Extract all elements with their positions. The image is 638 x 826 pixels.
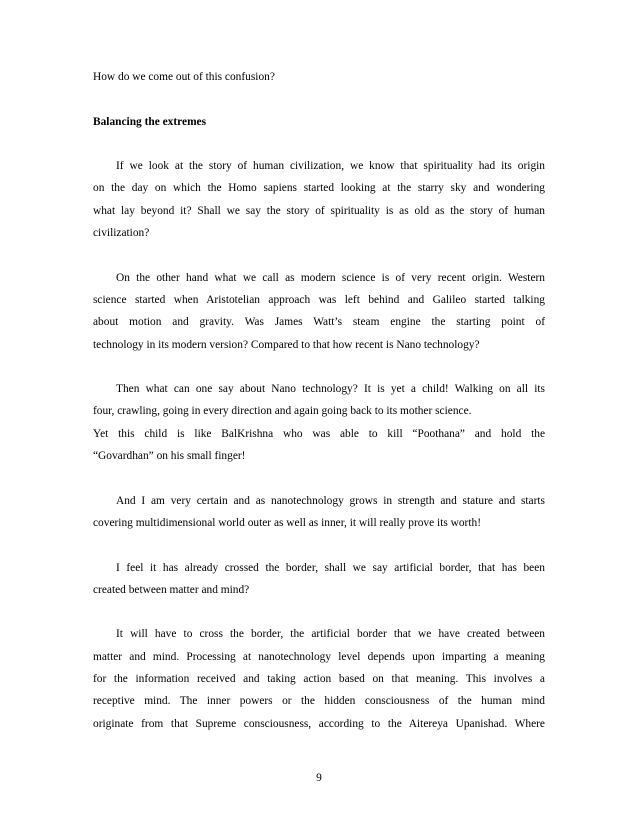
text-line: created between matter and mind? [93,583,250,596]
text-line: “Govardhan” on his small finger! [93,450,246,463]
text-line: On the other hand what we call as modern science is of very recent origin. Western [116,271,545,284]
page-number: 9 [316,772,322,784]
text-line: Then what can one say about Nano technology? It is yet a child! Walking on all its [116,383,545,396]
text-line: And I am very certain and as nanotechnology grows in strength and stature and starts [116,494,545,507]
paragraph-5 [93,557,545,602]
paragraph-2 [93,267,545,356]
text-line: If we look at the story of human civilization, we know that spirituality had its origin [116,160,545,173]
text-line: It will have to cross the border, the artificial border that we have created between [116,628,545,641]
text-line: what lay beyond it? Shall we say the story of spirituality is as old as the story of human [93,204,545,217]
text-line: science started when Aristotelian approach was left behind and Galileo started talking [93,293,545,306]
text-line: four, crawling, going in every direction and again going back to its mother science. [93,405,472,418]
paragraph-1 [93,155,545,244]
paragraph-6 [93,623,545,734]
text-line: civilization? [93,227,150,240]
text-line: Yet this child is like BalKrishna who was able to kill “Poothana” and hold the [93,427,545,440]
text-line: on the day on which the Homo sapiens started looking at the starry sky and wondering [93,182,545,195]
document-body [93,66,545,735]
text-line: originate from that Supreme consciousness, according to the Aitereya Upanishad. Where [93,717,545,730]
text-line: I feel it has already crossed the border, shall we say artificial border, that has been [116,561,545,574]
section-heading: Balancing the extremes [93,115,207,128]
paragraph-3 [93,378,545,467]
text-line: receptive mind. The inner powers or the hidden consciousness of the human mind [93,695,545,708]
text-line: technology in its modern version? Compared to that how recent is Nano technology? [93,338,480,351]
text-line: matter and mind. Processing at nanotechnology level depends upon imparting a meaning [93,650,545,663]
text-line: covering multidimensional world outer as well as inner, it will really prove its worth! [93,516,482,529]
intro-question: How do we come out of this confusion? [93,71,275,83]
text-line: about motion and gravity. Was James Watt’s steam engine the starting point of [93,316,545,329]
text-line: for the information received and taking action based on that meaning. This involves a [93,673,545,686]
paragraph-4 [93,490,545,535]
